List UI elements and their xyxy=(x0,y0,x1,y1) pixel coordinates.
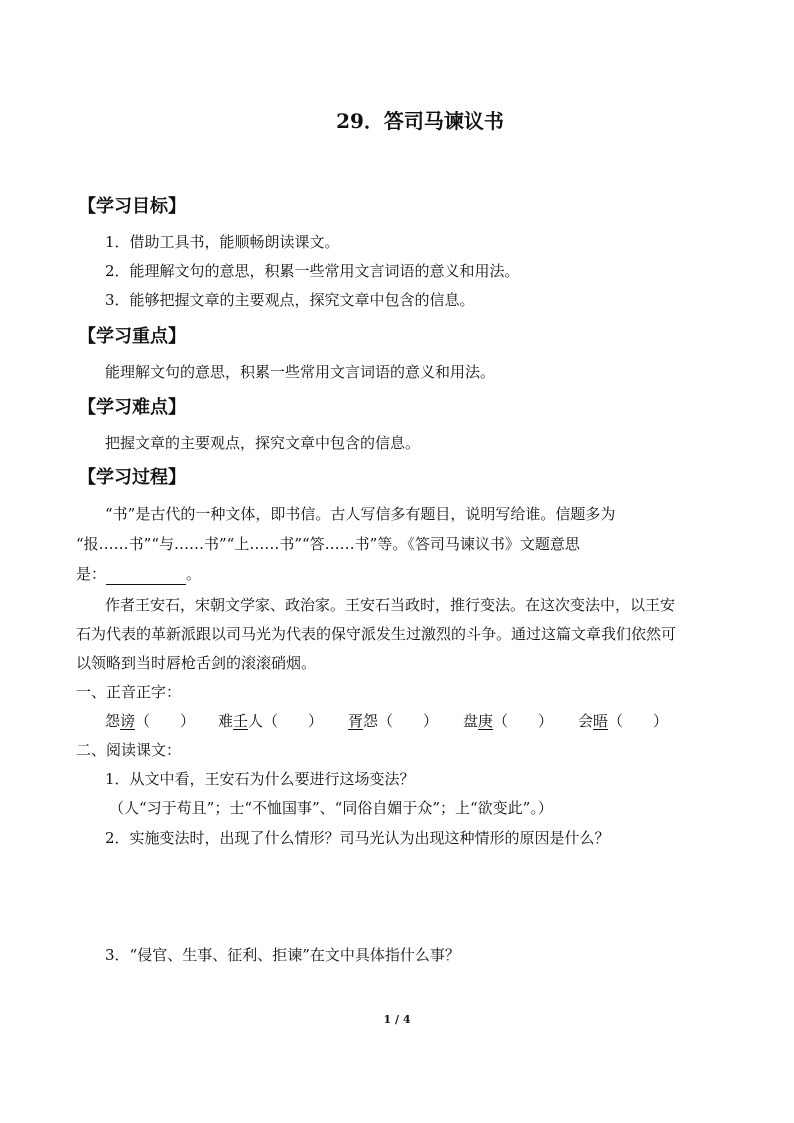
author-line-1: 作者王安石，宋朝文学家、政治家。王安石当政时，推行变法。在这次变法中，以王安 xyxy=(105,596,676,614)
part2-heading: 二、阅读课文： xyxy=(76,741,182,759)
intro-line-2: “报……书”“与……书”“上……书”“答……书”等。《答司马谏议书》文题意思 xyxy=(76,535,580,553)
answer-blank[interactable] xyxy=(106,568,186,585)
key-text: 能理解文句的意思，积累一些常用文言词语的意义和用法。 xyxy=(105,363,496,381)
goals-heading: 【学习目标】 xyxy=(78,196,186,217)
process-heading: 【学习过程】 xyxy=(78,467,186,488)
goal-item-2: 2．能理解文句的意思，积累一些常用文言词语的意义和用法。 xyxy=(105,262,520,280)
difficulty-text: 把握文章的主要观点，探究文章中包含的信息。 xyxy=(105,434,421,452)
goal-item-3: 3．能够把握文章的主要观点，探究文章中包含的信息。 xyxy=(105,291,475,309)
author-line-2: 石为代表的革新派跟以司马光为代表的保守派发生过激烈的斗争。通过这篇文章我们依然可 xyxy=(76,625,677,643)
intro-end: 。 xyxy=(186,565,202,583)
question-2: 2．实施变法时，出现了什么情形？司马光认为出现这种情形的原因是什么？ xyxy=(105,829,610,847)
pronunciation-word-1: 怨谤（ ） xyxy=(105,712,196,730)
pronunciation-word-4: 盘庚（ ） xyxy=(463,712,554,730)
question-1: 1．从文中看，王安石为什么要进行这场变法？ xyxy=(105,770,415,788)
part1-heading: 一、正音正字： xyxy=(76,683,182,701)
question-3: 3．“侵官、生事、征利、拒谏”在文中具体指什么事？ xyxy=(105,946,460,964)
pronunciation-word-5: 会晤（ ） xyxy=(578,712,669,730)
intro-tail: 是： xyxy=(76,565,107,583)
page-number: 1 / 4 xyxy=(383,1013,411,1026)
intro-line-3 xyxy=(76,563,201,585)
goal-item-1: 1．借助工具书，能顺畅朗读课文。 xyxy=(105,233,340,251)
intro-line-1: “书”是古代的一种文体，即书信。古人写信多有题目，说明写给谁。信题多为 xyxy=(105,505,616,523)
author-line-3: 以领略到当时唇枪舌剑的滚滚硝烟。 xyxy=(76,654,317,672)
pronunciation-word-2: 难壬人（ ） xyxy=(218,712,324,730)
key-heading: 【学习重点】 xyxy=(78,326,186,347)
difficulty-heading: 【学习难点】 xyxy=(78,397,186,418)
page-title: 29．答司马谏议书 xyxy=(336,109,504,133)
question-1-hint: （人“习于苟且”；士“不恤国事”、“同俗自媚于众”；上“欲变此”。） xyxy=(109,799,553,817)
pronunciation-word-3: 胥怨（ ） xyxy=(348,712,439,730)
